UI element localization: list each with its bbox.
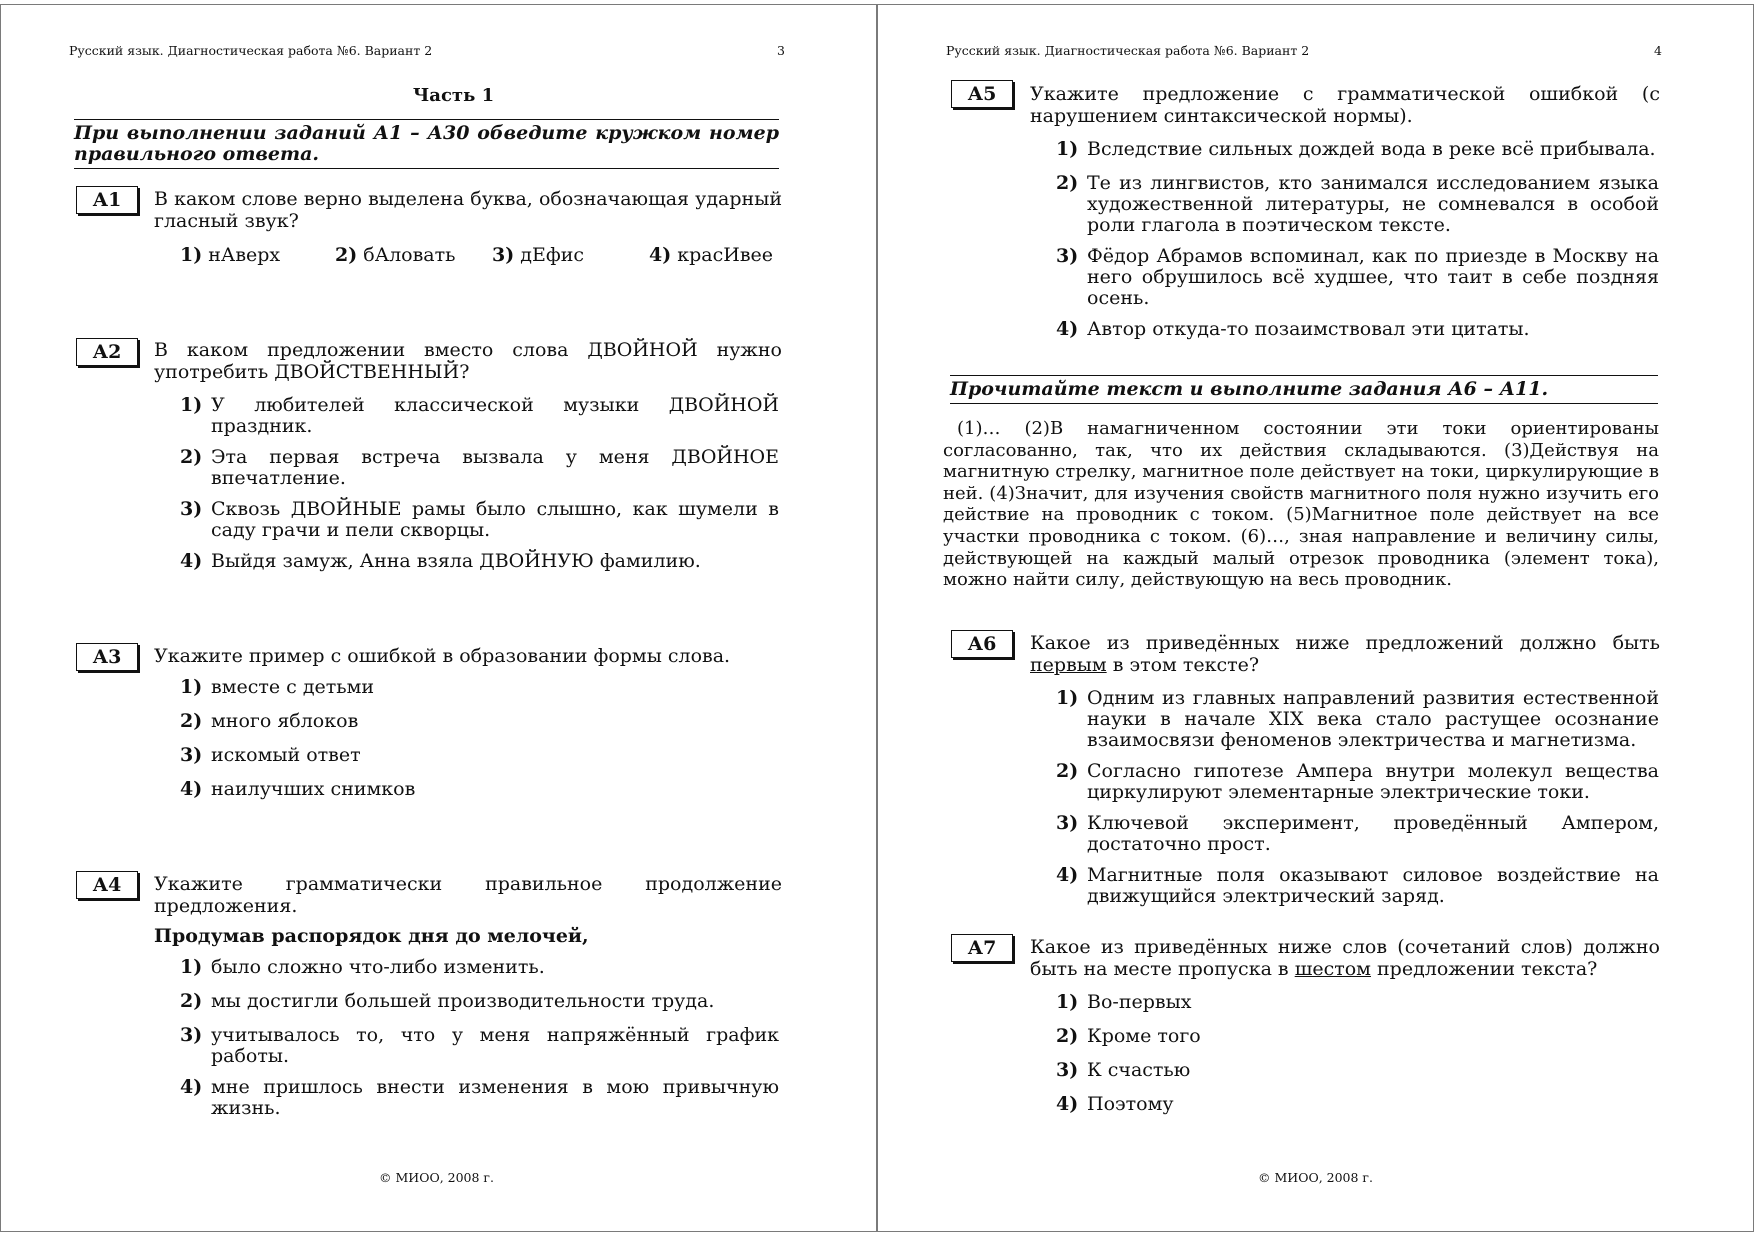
page-footer: © МИОО, 2008 г. (379, 1170, 494, 1185)
option-a4-4[interactable]: 4) мне пришлось внести изменения в мою привычную жизнь. (180, 1076, 779, 1119)
sentence-lead-a4: Продумав распорядок дня до мелочей, (154, 925, 589, 947)
option-a6-3[interactable]: 3) Ключевой эксперимент, проведённый Ампером, достаточно прост. (1056, 812, 1659, 855)
option-a6-1[interactable]: 1) Одним из главных направлений развития естественной науки в начале XIX века стало растущее осознание взаимосвязи феноменов электричества и магнетизма. (1056, 687, 1659, 751)
option-a4-1[interactable]: 1) было сложно что-либо изменить. (180, 956, 545, 978)
option-a6-2[interactable]: 2) Согласно гипотезе Ампера внутри молекул вещества циркулируют элементарные электрические токи. (1056, 760, 1659, 803)
option-a7-2[interactable]: 2) Кроме того (1056, 1025, 1201, 1047)
page-number: 3 (777, 43, 785, 58)
left-page (0, 4, 877, 1232)
option-a5-3[interactable]: 3) Фёдор Абрамов вспоминал, как по приезде в Москву на него обрушилось всё худшее, что таит в себе поздняя осень. (1056, 245, 1659, 309)
option-a3-3[interactable]: 3) искомый ответ (180, 744, 361, 766)
page-header: Русский язык. Диагностическая работа №6. Вариант 2 (946, 43, 1310, 58)
option-a7-3[interactable]: 3) К счастью (1056, 1059, 1191, 1081)
task-label-a2: А2 (76, 338, 138, 366)
instruction: При выполнении заданий А1 – А30 обведите кружком номер правильного ответа. (74, 119, 779, 169)
task-label-a3: А3 (76, 643, 138, 671)
question-a5: Укажите предложение с грамматической ошибкой (с нарушением синтаксической нормы). (1030, 83, 1660, 127)
question-a1: В каком слове верно выделена буква, обозначающая ударный гласный звук? (154, 188, 782, 232)
page-header: Русский язык. Диагностическая работа №6. Вариант 2 (69, 43, 433, 58)
page-footer: © МИОО, 2008 г. (1258, 1170, 1373, 1185)
option-a6-4[interactable]: 4) Магнитные поля оказывают силовое воздействие на движущийся электрический заряд. (1056, 864, 1659, 907)
option-a4-2[interactable]: 2) мы достигли большей производительности труда. (180, 990, 715, 1012)
option-a1-3[interactable]: 3) дЕфис (492, 244, 585, 266)
option-a3-4[interactable]: 4) наилучших снимков (180, 778, 416, 800)
question-a3: Укажите пример с ошибкой в образовании формы слова. (154, 645, 731, 667)
text-instruction: Прочитайте текст и выполните задания А6 – А11. (950, 375, 1658, 404)
question-a7: Какое из приведённых ниже слов (сочетаний слов) должно быть на месте пропуска в шестом предложении текста? (1030, 936, 1660, 980)
option-a7-1[interactable]: 1) Во-первых (1056, 991, 1192, 1013)
task-label-a4: А4 (76, 871, 138, 899)
option-a4-3[interactable]: 3) учитывалось то, что у меня напряжённый график работы. (180, 1024, 779, 1067)
page-number: 4 (1654, 43, 1662, 58)
option-a5-1[interactable]: 1) Вследствие сильных дождей вода в реке всё прибывала. (1056, 138, 1656, 160)
option-a2-4[interactable]: 4) Выйдя замуж, Анна взяла ДВОЙНУЮ фамилию. (180, 550, 701, 572)
question-a2: В каком предложении вместо слова ДВОЙНОЙ нужно употребить ДВОЙСТВЕННЫЙ? (154, 339, 782, 383)
option-a3-1[interactable]: 1) вместе с детьми (180, 676, 375, 698)
part-title: Часть 1 (412, 85, 495, 106)
option-a5-2[interactable]: 2) Те из лингвистов, кто занимался исследованием языка художественной литературы, не сомневался в особой роли глагола в поэтическом тексте. (1056, 172, 1659, 236)
task-label-a5: А5 (951, 80, 1013, 108)
right-page (877, 4, 1754, 1232)
task-label-a6: А6 (951, 630, 1013, 658)
option-a2-1[interactable]: 1) У любителей классической музыки ДВОЙНОЙ праздник. (180, 394, 779, 437)
option-a1-1[interactable]: 1) нАверх (180, 244, 281, 266)
task-label-a7: А7 (951, 934, 1013, 962)
option-a7-4[interactable]: 4) Поэтому (1056, 1093, 1174, 1115)
option-a1-4[interactable]: 4) красИвее (649, 244, 774, 266)
option-a1-2[interactable]: 2) бАловать (335, 244, 456, 266)
option-a3-2[interactable]: 2) много яблоков (180, 710, 359, 732)
question-a4: Укажите грамматически правильное продолжение предложения. (154, 873, 782, 917)
option-a5-4[interactable]: 4) Автор откуда-то позаимствовал эти цитаты. (1056, 318, 1530, 340)
reading-text: (1)… (2)В намагниченном состоянии эти токи ориентированы согласованно, так, что их действия складываются. (3)Действуя на магнитную стрелку, магнитное поле действует на токи, циркулирующие в ней. (4)Значит, для изучения свойств магнитного поля нужно изучить его действие на проводник с током. (5)Магнитное поле действует на все участки проводника с током. (6)…, зная направление и величину силы, действующей на каждый малый отрезок проводника (элемент тока), можно найти силу, действующую на весь проводник. (943, 418, 1659, 591)
task-label-a1: А1 (76, 186, 138, 214)
option-a2-3[interactable]: 3) Сквозь ДВОЙНЫЕ рамы было слышно, как шумели в саду грачи и пели скворцы. (180, 498, 779, 541)
question-a6: Какое из приведённых ниже предложений должно быть первым в этом тексте? (1030, 632, 1660, 676)
option-a2-2[interactable]: 2) Эта первая встреча вызвала у меня ДВОЙНОЕ впечатление. (180, 446, 779, 489)
